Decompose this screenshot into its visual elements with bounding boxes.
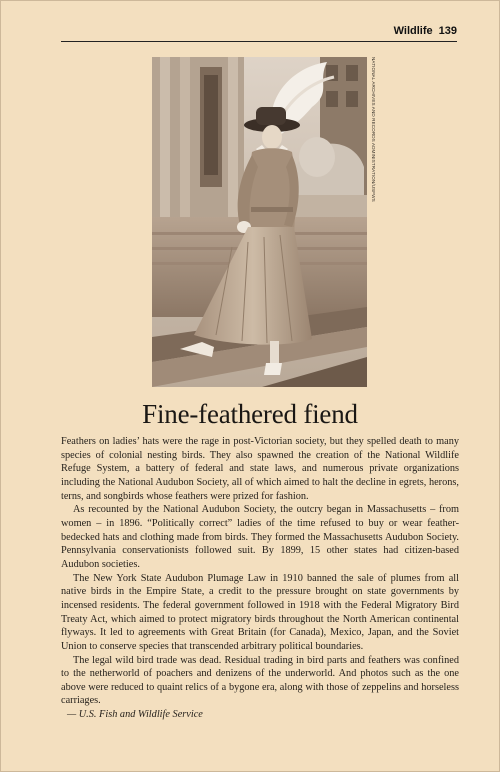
attribution: — U.S. Fish and Wildlife Service [67,709,203,721]
photo-credit [371,57,379,207]
section-name: Wildlife [393,25,433,37]
historical-photo [152,57,367,387]
page-number: 139 [438,25,457,37]
header-rule [61,41,457,42]
paragraph: As recounted by the National Audubon Society, the outcry began in Massachusetts – from women – in 1896. “Politically correct” ladies of the time refused to buy or wear feather-bedecked hats and clothing made from birds. They formed the Massachusetts Audubon Society. Pennsylvania conservationists followed suit. By 1899, 15 other states had citizen-based Audubon societies. [61,504,459,570]
paragraph: The New York State Audubon Plumage Law in 1910 banned the sale of plumes from all native birds in the Empire State, a credit to the pressure brought on state governments by incensed residents. The federal government followed in 1918 with the Federal Migratory Bird Treaty Act, which aimed to protect migratory birds throughout the North American continental flyways. It led to agreements with Great Britain (for Canada), Mexico, Japan, and the Soviet Union to conserve species that transcended arbitrary political boundaries. [61,572,459,652]
paragraph: Feathers on ladies’ hats were the rage in post-Victorian society, but they spelled death to many species of colonial nesting birds. They also spawned the creation of the National Wildlife Refuge System, a battery of federal and state laws, and numerous private organizations including the National Audubon Society, all of which aimed to halt the decline in egrets, herons, terns, and songbirds whose feathers were prized for fashion. [61,436,459,502]
article-body [61,435,459,722]
article-title: Fine-feathered fiend [142,399,358,429]
paragraph: The legal wild bird trade was dead. Residual trading in bird parts and feathers was confined to the netherworld of poachers and denizens of the underworld. And photos such as the one above were reduced to quaint relics of a bygone era, along with those of zeppelins and horseless carriages. [61,654,459,707]
running-head [394,25,457,37]
photo-credit-text: NATIONAL ARCHIVES AND RECORDS ADMINISTRATION/USFWS [371,57,376,202]
